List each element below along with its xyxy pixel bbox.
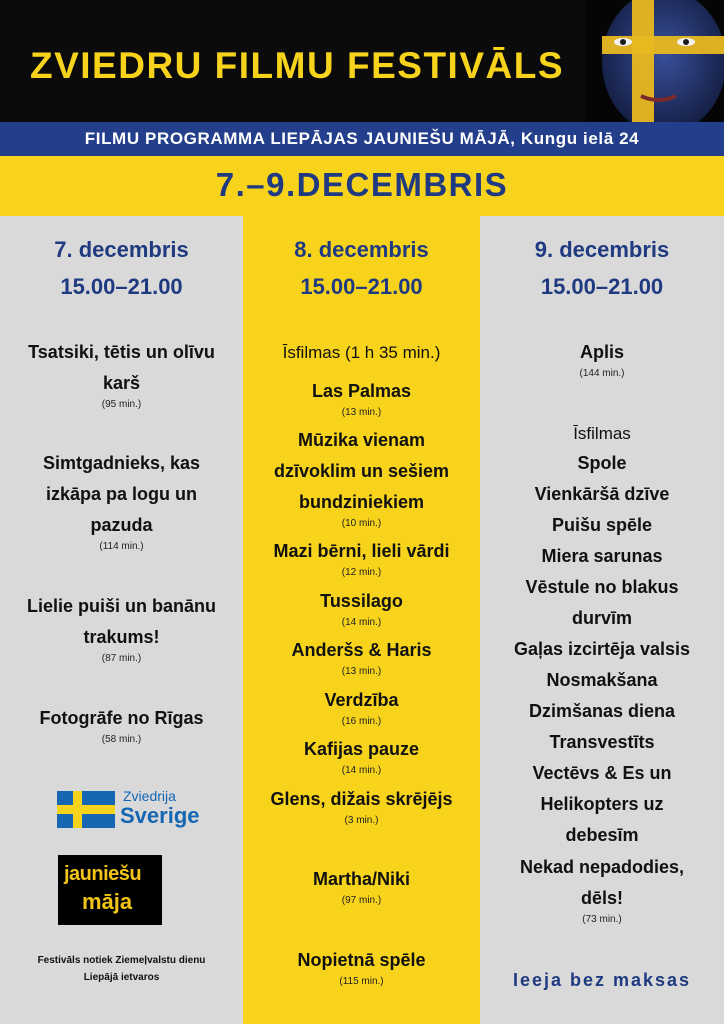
film-item (251, 945, 472, 988)
film-duration: (16 min.) (341, 716, 382, 727)
day-date: 8. decembris (294, 237, 429, 262)
film-item (251, 376, 472, 419)
film-item (26, 591, 217, 665)
jauniesu-maja-logo (58, 855, 162, 925)
short-film-title: Vectēvs & Es un (532, 763, 672, 783)
film-duration: (97 min.) (341, 895, 382, 906)
short-film-title: Nosmakšana (546, 670, 658, 690)
face-photo (586, 0, 724, 122)
day-date: 9. decembris (534, 237, 670, 262)
film-item (251, 734, 472, 777)
sweden-logo (57, 788, 217, 828)
film-item (510, 852, 694, 926)
free-entry-text: Ieeja bez maksas (512, 970, 692, 990)
festival-note (10, 952, 233, 986)
day-time: 15.00–21.00 (300, 274, 423, 299)
film-duration: (73 min.) (582, 914, 622, 925)
jm-logo-line1: jauniešu (64, 863, 142, 885)
film-duration: (144 min.) (579, 368, 625, 379)
day-column-3 (480, 216, 724, 1024)
film-item (8, 703, 235, 746)
film-item (251, 635, 472, 678)
film-duration: (12 min.) (341, 567, 382, 578)
film-title: Verdzība (324, 690, 399, 710)
day-date: 7. decembris (54, 237, 189, 262)
program-subtitle: FILMU PROGRAMMA LIEPĀJAS JAUNIEŠU MĀJĀ, Kungu ielā 24 (84, 129, 640, 148)
film-item (40, 448, 203, 553)
film-title: Mazi bērni, lieli vārdi (273, 541, 450, 561)
film-title: Fotogrāfe no Rīgas (39, 708, 204, 728)
short-film-title: Gaļas izcirtēja valsis (513, 639, 691, 659)
film-item (251, 784, 472, 827)
film-title: Aplis (579, 342, 624, 362)
film-item (251, 586, 472, 629)
film-item (28, 337, 215, 411)
film-title: Las Palmas (311, 381, 412, 401)
film-duration: (3 min.) (344, 815, 379, 826)
short-film-title: Transvestīts (549, 732, 655, 752)
film-item (259, 425, 464, 530)
film-title: Nekad nepadodies, dēls! (519, 857, 685, 908)
film-title: Simtgadnieks, kas izkāpa pa logu un pazuda (42, 453, 201, 535)
film-duration: (114 min.) (99, 541, 144, 552)
short-film-title: Vienkāršā dzīve (534, 484, 670, 504)
short-film-title: Dzimšanas diena (528, 701, 676, 721)
film-duration: (87 min.) (101, 653, 142, 664)
festival-note-line2: Liepājā ietvaros (83, 972, 160, 983)
shorts-heading: Īsfilmas (1 h 35 min.) (282, 343, 441, 362)
film-duration: (13 min.) (341, 666, 382, 677)
festival-dates: 7.–9.DECEMBRIS (215, 166, 509, 203)
film-title: Martha/Niki (312, 869, 411, 889)
shorts-heading: Īsfilmas (573, 424, 631, 443)
film-duration: (95 min.) (101, 399, 142, 410)
film-title: Anderšs & Haris (291, 640, 432, 660)
film-item (251, 536, 472, 579)
film-duration: (58 min.) (101, 734, 142, 745)
film-duration: (13 min.) (341, 407, 382, 418)
film-item (488, 337, 716, 380)
film-duration: (14 min.) (341, 617, 382, 628)
film-duration: (10 min.) (341, 518, 382, 529)
jm-logo-line2: māja (82, 889, 133, 914)
film-title: Tussilago (320, 591, 403, 611)
film-title: Nopietnā spēle (297, 950, 426, 970)
short-film-title: Puišu spēle (551, 515, 653, 535)
day-time: 15.00–21.00 (540, 274, 664, 299)
festival-title: ZVIEDRU FILMU FESTIVĀLS (30, 45, 564, 86)
header-banner (0, 0, 724, 122)
film-item (251, 685, 472, 728)
swedish-flag-icon (57, 791, 115, 828)
day-column-2 (243, 216, 480, 1024)
shorts-list (510, 448, 694, 851)
short-film-title: Vēstule no blakus durvīm (525, 577, 679, 628)
film-title: Tsatsiki, tētis un olīvu karš (28, 342, 215, 393)
short-film-title: Miera sarunas (541, 546, 663, 566)
short-film-title: Helikopters uz debesīm (540, 794, 664, 845)
film-title: Kafijas pauze (303, 739, 420, 759)
short-film-title: Spole (577, 453, 627, 473)
film-title: Lielie puiši un banānu trakums! (26, 596, 217, 647)
film-duration: (14 min.) (341, 765, 382, 776)
film-title: Mūzika vienam dzīvoklim un sešiem bundziniekiem (273, 430, 450, 512)
sweden-logo-small-text: Zviedrija (123, 788, 176, 804)
sweden-logo-big-text: Sverige (120, 803, 200, 828)
day-time: 15.00–21.00 (60, 274, 183, 299)
festival-note-line1: Festivāls notiek Ziemeļvalstu dienu (37, 955, 206, 966)
film-item (251, 864, 472, 907)
film-title: Glens, dižais skrējējs (270, 789, 453, 809)
film-duration: (115 min.) (339, 976, 384, 987)
